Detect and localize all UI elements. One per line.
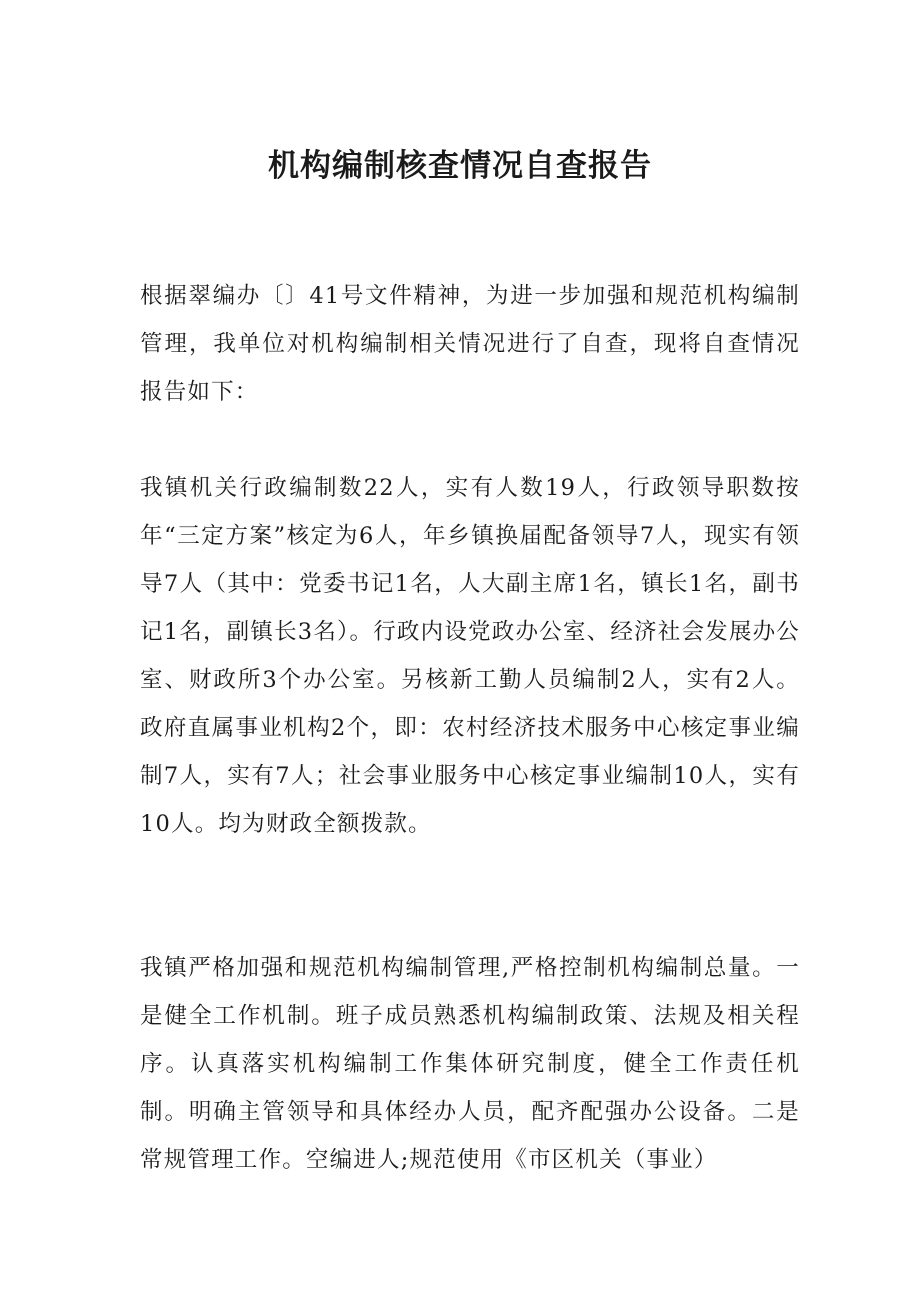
document-title: 机构编制核查情况自查报告 <box>268 148 652 184</box>
paragraph-management: 我镇严格加强和规范机构编制管理,严格控制机构编制总量。一是健全工作机制。班子成员熟悉机构编制政策、法规及相关程序。认真落实机构编制工作集体研究制度，健全工作责任机制。明确主管领导和具体经办人员，配齐配强办公设备。二是常规管理工作。空编进人;规范使用《市区机关（事业） <box>140 955 800 1173</box>
paragraph-intro: 根据翠编办〔〕41号文件精神，为进一步加强和规范机构编制管理，我单位对机构编制相关情况进行了自查，现将自查情况报告如下： <box>140 283 800 405</box>
paragraph-staffing: 我镇机关行政编制数22人，实有人数19人，行政领导职数按年“三定方案”核定为6人，年乡镇换届配备领导7人，现实有领导7人（其中：党委书记1名，人大副主席1名，镇长1名，副书记1名，副镇长3名）。行政内设党政办公室、经济社会发展办公室、财政所3个办公室。另核新工勤人员编制2人，实有2人。政府直属事业机构2个，即：农村经济技术服务中心核定事业编制7人，实有7人；社会事业服务中心核定事业编制10人，实有10人。均为财政全额拨款。 <box>140 475 800 837</box>
